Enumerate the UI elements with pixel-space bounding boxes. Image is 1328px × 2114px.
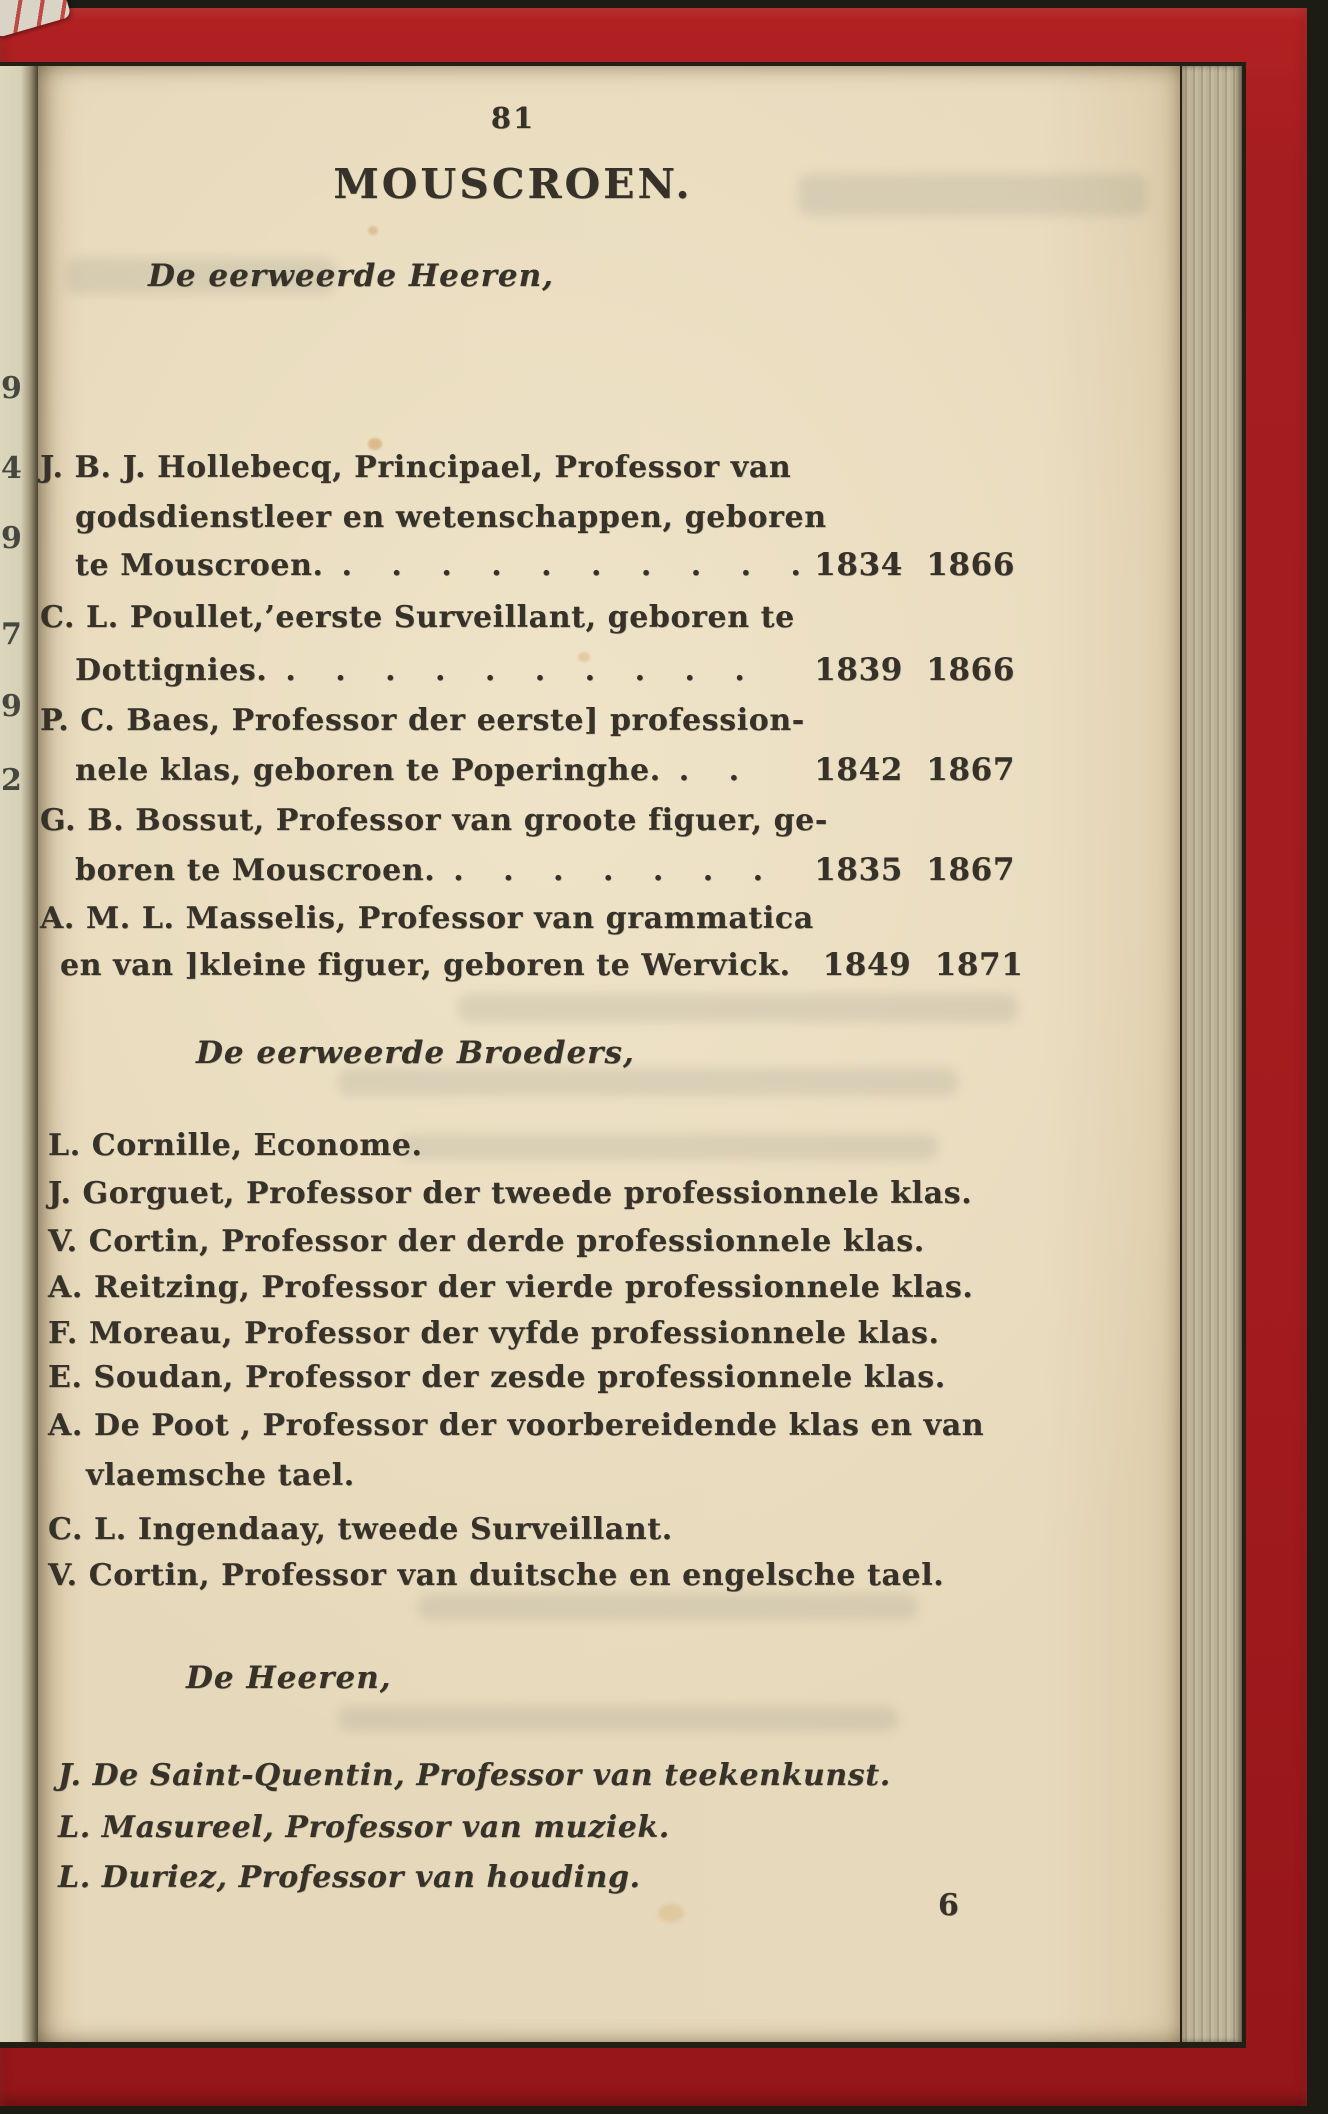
list-item: L. Duriez, Professor van houding. (58, 1860, 641, 1895)
list-item: F. Moreau, Professor der vyfde professionnele klas. (48, 1316, 940, 1351)
foxing-spot (368, 438, 382, 450)
margin-digit: 9 (1, 689, 22, 724)
entry-years: 1849 1871 (822, 947, 1024, 983)
show-through-ghost (338, 1706, 898, 1732)
entry-line: C. L. Poullet,’eerste Surveillant, geboren te (40, 600, 795, 635)
section-heading-broeders: De eerweerde Broeders, (196, 1035, 635, 1071)
margin-digit: 9 (1, 371, 22, 406)
entry-line: godsdienstleer en wetenschappen, geboren (75, 500, 827, 535)
entry-line: P. C. Baes, Professor der eerste] profession- (40, 703, 805, 738)
show-through-ghost (338, 1068, 958, 1096)
list-item: A. Reitzing, Professor der vierde professionnele klas. (48, 1270, 974, 1305)
facing-page-strip (0, 66, 38, 2042)
list-item: J. De Saint-Quentin, Professor van teekenkunst. (58, 1758, 891, 1793)
show-through-ghost (418, 1594, 918, 1620)
leader-dots: . . . . . . . . . . (341, 548, 808, 583)
entry-line (75, 752, 1015, 789)
margin-digit: 7 (1, 617, 22, 652)
entry-line: J. B. J. Hollebecq, Principael, Professor van (40, 450, 792, 485)
book-page (38, 66, 1180, 2042)
list-item: L. Cornille, Econome. (48, 1128, 423, 1163)
margin-digit: 9 (1, 521, 22, 556)
margin-digit: 4 (1, 451, 22, 486)
paper-stack (0, 62, 1246, 2048)
signature-mark: 6 (938, 1888, 960, 1923)
entry-line: G. B. Bossut, Professor van groote figuer, ge- (40, 803, 828, 838)
list-item: C. L. Ingendaay, tweede Surveillant. (48, 1512, 673, 1547)
entry-line: A. M. L. Masselis, Professor van grammatica (40, 901, 814, 936)
margin-digit: 2 (1, 763, 22, 798)
entry-text: Dottignies. (75, 653, 268, 688)
entry-years: 1835 1867 (814, 852, 1015, 888)
show-through-ghost (458, 994, 1018, 1022)
list-item: E. Soudan, Professor der zesde professionnele klas. (48, 1360, 946, 1395)
entry-line (60, 947, 1024, 984)
entry-line (75, 852, 1015, 889)
entry-text: nele klas, geboren te Poperinghe. (75, 753, 661, 788)
list-item: L. Masureel, Professor van muziek. (58, 1810, 670, 1845)
entry-years: 1834 1866 (814, 547, 1015, 583)
entry-text: te Mouscroen. (75, 548, 324, 583)
list-item: vlaemsche tael. (86, 1458, 355, 1493)
foxing-spot (368, 226, 378, 235)
entry-years: 1842 1867 (814, 752, 1015, 788)
list-item: J. Gorguet, Professor der tweede professionnele klas. (48, 1176, 973, 1211)
entry-line (75, 547, 1015, 584)
section-heading-heeren-civil: De Heeren, (186, 1660, 392, 1696)
list-item: V. Cortin, Professor van duitsche en engelsche tael. (48, 1558, 945, 1593)
page-fore-edge (1182, 66, 1242, 2042)
section-heading-heeren: De eerweerde Heeren, (148, 258, 554, 294)
leader-dots: . . (678, 753, 747, 788)
entry-text: en van ]kleine figuer, geboren te Wervick. (60, 948, 791, 983)
entry-text: boren te Mouscroen. (75, 853, 436, 888)
list-item: A. De Poot , Professor der voorbereidende klas en van (48, 1408, 985, 1443)
show-through-ghost (398, 1134, 938, 1160)
list-item: V. Cortin, Professor der derde professionnele klas. (48, 1224, 925, 1259)
page-number: 81 (490, 101, 536, 135)
page-title: MOUSCROEN. (333, 160, 693, 208)
entry-line (75, 652, 1015, 689)
leader-dots: . . . . . . . (453, 853, 771, 888)
leader-dots: . . . . . . . . . . (285, 653, 752, 688)
foxing-spot (658, 1904, 684, 1922)
entry-years: 1839 1866 (814, 652, 1015, 688)
